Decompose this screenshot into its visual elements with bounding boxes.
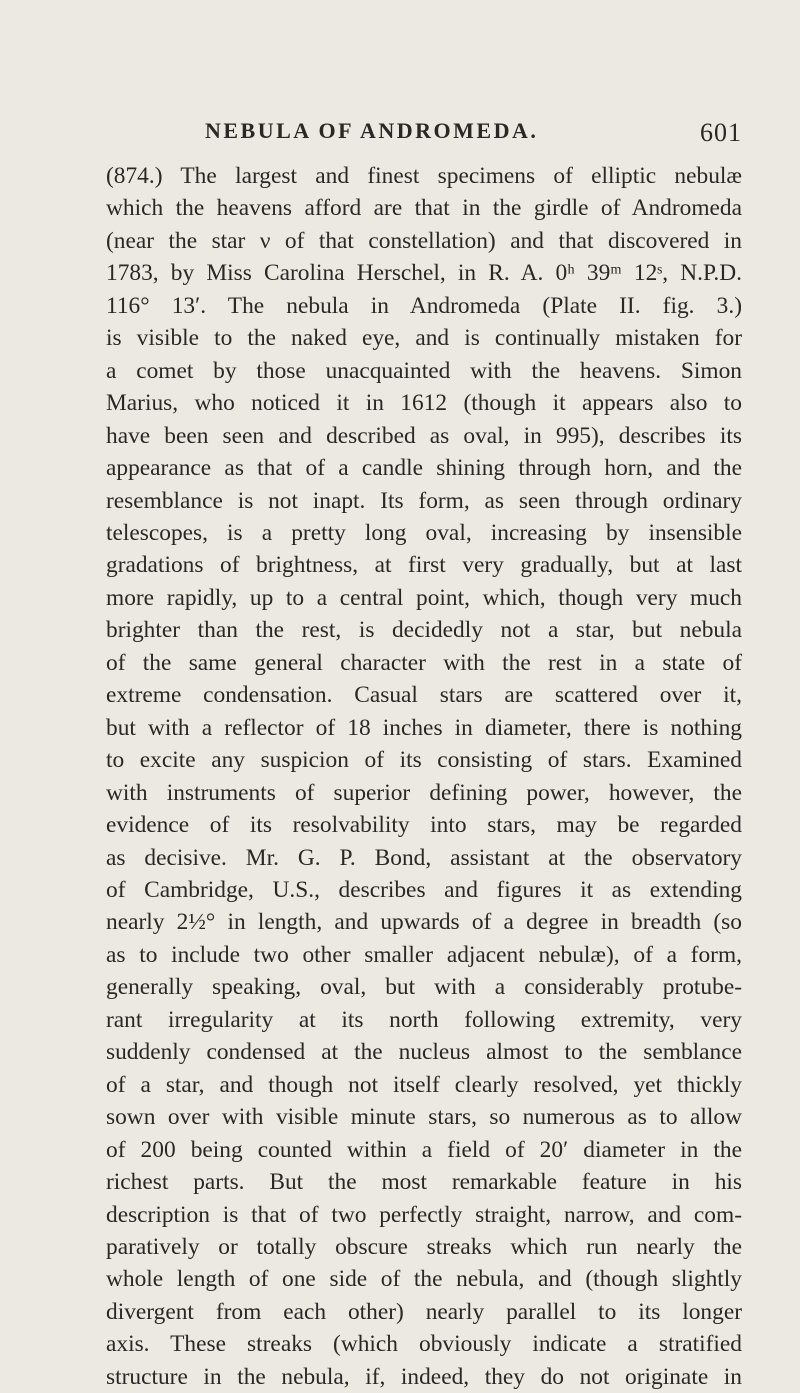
text-line: is visible to the naked eye, and is continually mistaken for <box>106 325 742 352</box>
text-line: whole length of one side of the nebula, and (though slightly <box>106 1266 742 1293</box>
text-line: Marius, who noticed it in 1612 (though it appears also to <box>106 390 742 417</box>
text-line: with instruments of superior defining power, however, the <box>106 779 742 806</box>
text-line: suddenly condensed at the nucleus almost to the semblance <box>106 1039 742 1066</box>
text-line: (near the star ν of that constellation) and that discovered in <box>106 227 742 254</box>
text-line: rant irregularity at its north following extremity, very <box>106 1006 742 1033</box>
text-line: gradations of brightness, at first very gradually, but at last <box>106 552 742 579</box>
text-line: more rapidly, up to a central point, which, though very much <box>106 584 742 611</box>
text-line: paratively or totally obscure streaks which run nearly the <box>106 1233 742 1260</box>
text-line: of 200 being counted within a field of 20′ diameter in the <box>106 1136 742 1163</box>
text-line: extreme condensation. Casual stars are scattered over it, <box>106 682 742 709</box>
text-line: 116° 13′. The nebula in Andromeda (Plate II. fig. 3.) <box>106 292 742 319</box>
text-line: (874.) The largest and finest specimens of elliptic nebulæ <box>106 163 742 189</box>
text-line: resemblance is not inapt. Its form, as seen through ordinary <box>106 487 742 514</box>
page-number: 601 <box>700 118 742 147</box>
running-title: NEBULA OF ANDROMEDA. <box>205 118 539 143</box>
text-line: axis. These streaks (which obviously indicate a stratified <box>106 1331 742 1358</box>
text-line: of Cambridge, U.S., describes and figures it as extending <box>106 876 742 903</box>
text-line: generally speaking, oval, but with a considerably protube- <box>106 974 742 1001</box>
text-line: have been seen and described as oval, in 995), describes its <box>106 422 742 449</box>
text-line: of a star, and though not itself clearly resolved, yet thickly <box>106 1071 742 1098</box>
text-line: sown over with visible minute stars, so numerous as to allow <box>106 1104 742 1131</box>
running-head <box>60 118 742 154</box>
text-line: a comet by those unacquainted with the heavens. Simon <box>106 357 742 384</box>
text-line: description is that of two perfectly straight, narrow, and com- <box>106 1201 742 1228</box>
text-line: to excite any suspicion of its consisting of stars. Examined <box>106 747 742 774</box>
text-line: evidence of its resolvability into stars, may be regarded <box>106 812 742 839</box>
text-line: nearly 2½° in length, and upwards of a degree in breadth (so <box>106 909 742 936</box>
text-line: which the heavens afford are that in the girdle of Andromeda <box>106 195 742 222</box>
text-line: as decisive. Mr. G. P. Bond, assistant at the observatory <box>106 844 742 871</box>
text-line: structure in the nebula, if, indeed, they do not originate in <box>106 1363 742 1390</box>
text-line: of the same general character with the rest in a state of <box>106 649 742 676</box>
text-line: divergent from each other) nearly parallel to its longer <box>106 1298 742 1325</box>
body-paragraph <box>60 160 742 1393</box>
text-line: 1783, by Miss Carolina Herschel, in R. A. 0ʰ 39ᵐ 12ˢ, N.P.D. <box>106 260 742 287</box>
text-line: appearance as that of a candle shining through horn, and the <box>106 455 742 482</box>
text-line: telescopes, is a pretty long oval, increasing by insensible <box>106 519 742 546</box>
text-line: brighter than the rest, is decidedly not a star, but nebula <box>106 617 742 644</box>
text-line: but with a reflector of 18 inches in diameter, there is nothing <box>106 714 742 741</box>
text-line: richest parts. But the most remarkable feature in his <box>106 1169 742 1196</box>
text-line: as to include two other smaller adjacent nebulæ), of a form, <box>106 941 742 968</box>
